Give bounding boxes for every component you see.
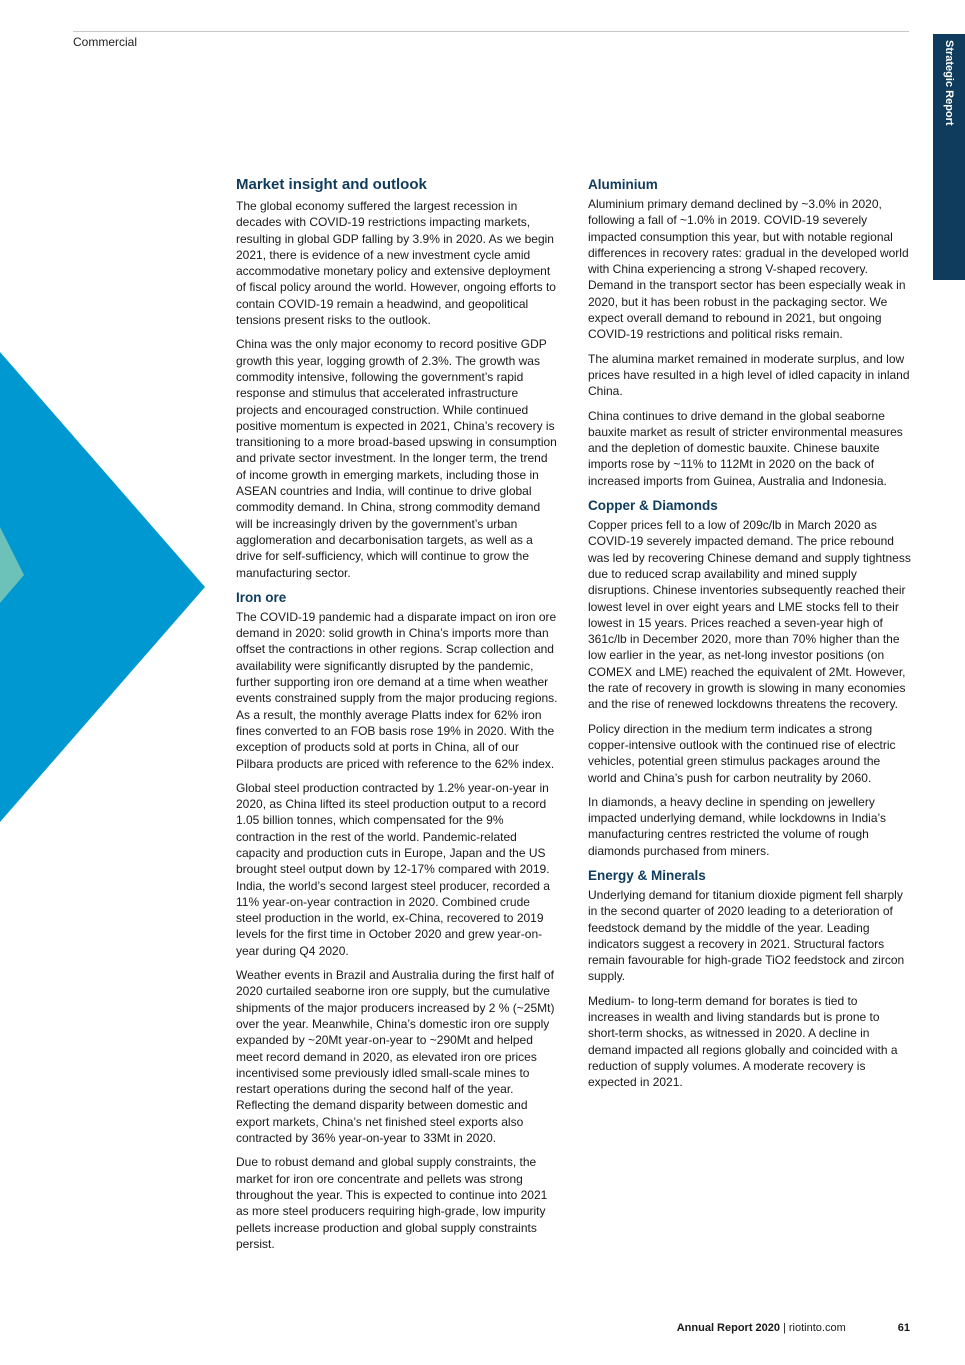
paragraph: Due to robust demand and global supply constraints, the market for iron ore concentrate and pellets was strong throughout the year. This is expected to continue into 2021 as more steel producers requiring high-grade, low impurity pellets increase production and global supply constraints persist. xyxy=(236,1155,548,1251)
paragraph: The COVID-19 pandemic had a disparate impact on iron ore demand in 2020: solid growth in China’s imports more than offset the contractions in other regions. Scrap collection and availability were significantly disrupted by the pandemic, further supporting iron ore demand at a time when weather events constrained supply from the major producing regions. As a result, the monthly average Platts index for 62% iron fines converted to an FOB basis rose 19% in 2020. With the exception of products sold at ports in China, all of our Pilbara products are priced with reference to the 62% index. xyxy=(236,609,558,771)
paragraph: Aluminium primary demand declined by ~3.0% in 2020, following a fall of ~1.0% in 2019. COVID-19 severely impacted consumption this year, but with notable regional differences in recovery rates: gradual in the developed world with China experiencing a strong V-shaped recovery. Demand in the transport sector has been especially weak in 2020, but it has been robust in the packaging sector. We expect overall demand to rebound in 2021, but ongoing COVID-19 restrictions and political risks remain. xyxy=(588,197,909,342)
paragraph: Medium- to long-term demand for borates is tied to increases in wealth and living standards but is prone to short-term shocks, as witnessed in 2020. A decline in demand impacted all regions globally and coincided with a reduction of supply volumes. A moderate recovery is expected in 2021. xyxy=(588,993,898,1090)
copper-diamonds-heading: Copper & Diamonds xyxy=(588,498,718,514)
footer xyxy=(600,1322,910,1334)
section-label: Commercial xyxy=(73,35,138,49)
paragraph: In diamonds, a heavy decline in spending on jewellery impacted underlying demand, while lockdowns in India’s manufacturing centres restricted the volume of rough diamonds purchased from miners. xyxy=(588,794,886,858)
paragraph: Policy direction in the medium term indicates a strong copper-intensive outlook with the continued rise of electric vehicles, potential green stimulus packages around the world and China’s push for carbon neutrality by 2060. xyxy=(588,721,896,785)
footer-report-title: Annual Report 2020 xyxy=(676,1322,781,1334)
right-column xyxy=(588,175,912,1099)
energy-minerals-heading: Energy & Minerals xyxy=(588,867,706,883)
paragraph: The alumina market remained in moderate surplus, and low prices have resulted in a high level of idled capacity in inland China. xyxy=(588,351,910,399)
page-number: 61 xyxy=(897,1322,910,1334)
chevron-graphic xyxy=(0,352,205,822)
paragraph: Weather events in Brazil and Australia during the first half of 2020 curtailed seaborne iron ore supply, but the cumulative shipments of the major producers increased by 2 % (~25Mt) over the year. Meanwhile, China’s domestic iron ore supply expanded by ~20Mt year-on-year to ~290Mt and helped meet record demand in 2020, as elevated iron ore prices incentivised some previously idled small-scale mines to restart operations during the second half of the year. Reflecting the demand disparity between domestic and export markets, China’s net finished steel exports also contracted by 36% year-on-year to 33Mt in 2020. xyxy=(236,968,555,1146)
paragraph: China continues to drive demand in the global seaborne bauxite market as result of stricter environmental measures and the depletion of domestic bauxite. Chinese bauxite imports rose by ~11% to 112Mt in 2020 on the back of increased imports from Guinea, Australia and Indonesia. xyxy=(588,408,903,488)
paragraph: Global steel production contracted by 1.2% year-on-year in 2020, as China lifted its steel production output to a record 1.05 billion tonnes, which compensated for the 9% contraction in the rest of the world. Pandemic-related capacity and production cuts in Europe, Japan and the US brought steel output down by 12-17% compared with 2019. India, the world’s second largest steel producer, recorded a 11% year-on-year contraction in 2020. Combined crude steel production in the world, ex-China, recovered to 2019 levels for the first time in October 2020 and grew year-on-year during Q4 2020. xyxy=(236,780,550,958)
aluminium-heading: Aluminium xyxy=(588,177,658,192)
paragraph: China was the only major economy to record positive GDP growth this year, logging growth of 2.3%. The growth was commodity intensive, following the government’s rapid response and stimulus that accelerated infrastructure projects and encouraged construction. While continued positive momentum is expected in 2021, China’s recovery is transitioning to a more broad-based upswing in consumption and private sector investment. In the longer term, the trend of income growth in emerging markets, including those in ASEAN countries and India, will continue to drive global commodity demand. In China, strong commodity demand will be increasingly driven by the government’s urban agglomeration and decarbonisation targets, as well as a drive for self-sufficiency, which will continue to grow the manufacturing sector. xyxy=(236,337,557,580)
iron-ore-heading: Iron ore xyxy=(236,589,287,605)
paragraph: The global economy suffered the largest recession in decades with COVID-19 restrictions impacting markets, resulting in global GDP falling by 3.9% in 2020. As we begin 2021, there is evidence of a new investment cycle amid accommodative monetary policy and extensive deployment of fiscal policy around the world. However, ongoing efforts to contain COVID-19 remain a headwind, and geopolitical tensions present risks to the outlook. xyxy=(236,199,556,328)
footer-separator: | xyxy=(783,1322,786,1334)
header-rule xyxy=(73,31,909,32)
main-heading: Market insight and outlook xyxy=(236,176,427,193)
chevron-blue-shape xyxy=(0,352,205,822)
footer-website-link[interactable]: riotinto.com xyxy=(788,1322,846,1334)
paragraph: Copper prices fell to a low of 209c/lb in March 2020 as COVID-19 severely impacted demand. The price rebound was led by recovering Chinese demand and supply tightness due to reduced scrap availability and mined supply disruptions. Chinese inventories subsequently reached their lowest level in over eight years and LME stocks fell to their lowest in 15 years. Prices reached a seven-year high of 361c/lb in December 2020, more than 70% higher than the low earlier in the year, as net-long investor positions (on COMEX and LME) reached the equivalent of 2Mt. However, the rate of recovery in growth is slowing in many economies and the rise of renewed lockdowns threatens the recovery. xyxy=(588,518,911,712)
paragraph: Underlying demand for titanium dioxide pigment fell sharply in the second quarter of 2020 leading to a deterioration of feedstock demand by the middle of the year. Leading indicators suggest a recovery in 2021. Structural factors remain favourable for high-grade TiO2 feedstock and zircon supply. xyxy=(588,887,905,984)
left-column xyxy=(236,175,558,1260)
side-tab-label: Strategic Report xyxy=(943,40,955,126)
